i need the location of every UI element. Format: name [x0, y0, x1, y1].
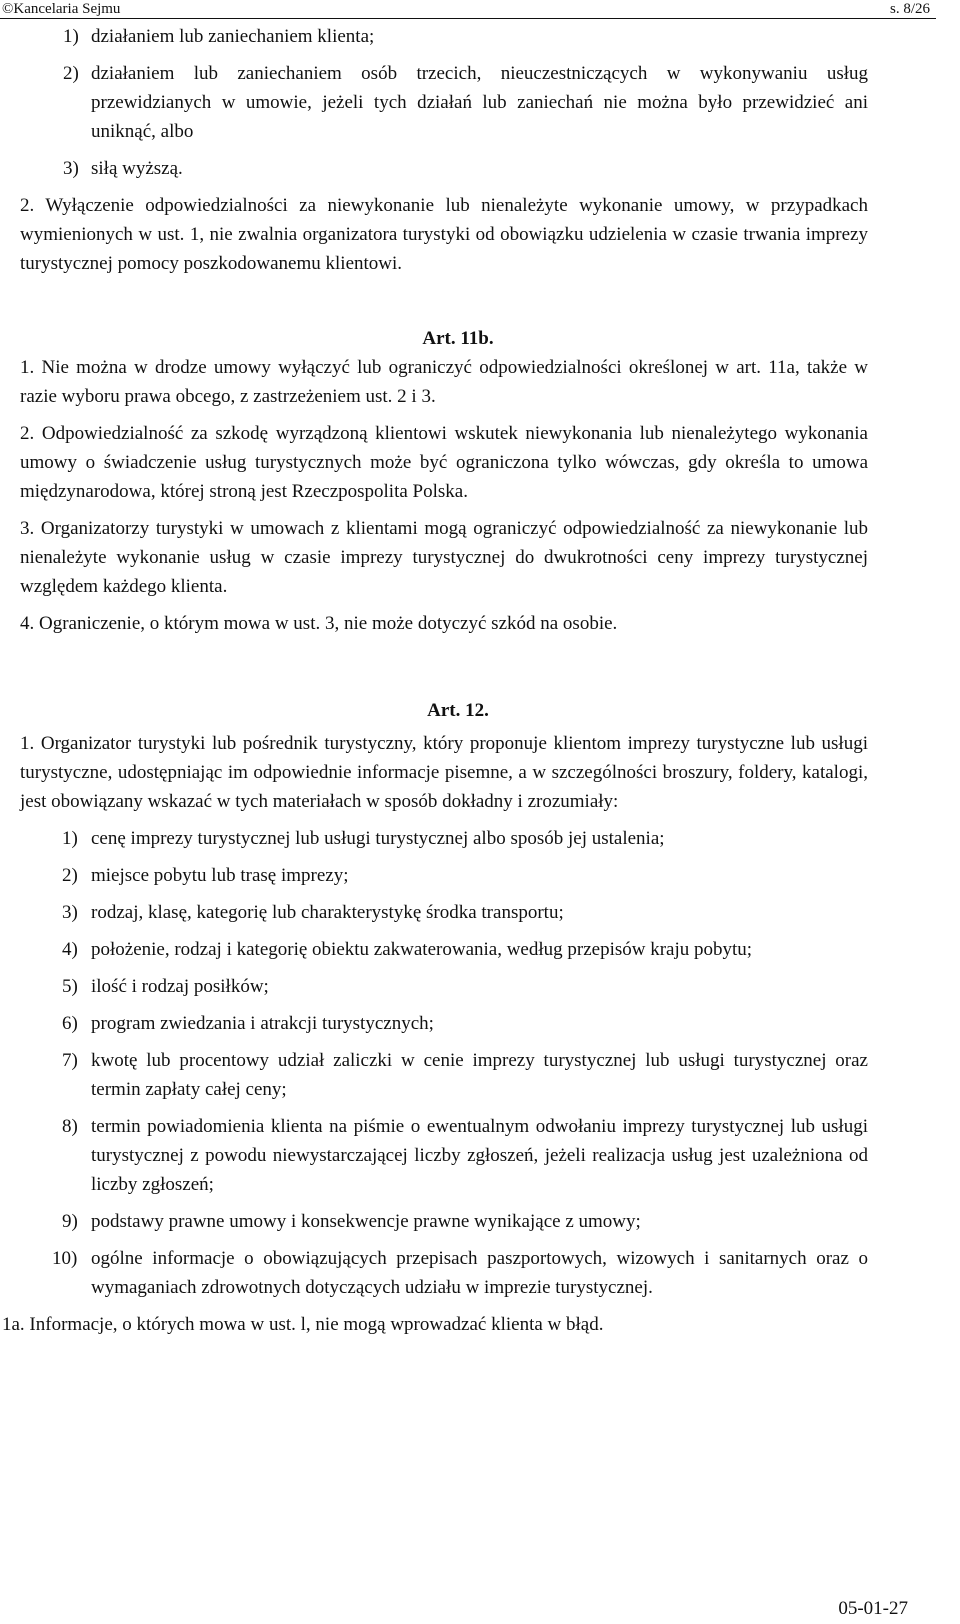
list-item-number: 9) [62, 1211, 78, 1232]
article-11b-para-1: 1. Nie można w drodze umowy wyłączyć lub ograniczyć odpowiedzialności określonej w art. 11a, także w razie wyboru prawa obcego, z zastrzeżeniem ust. 2 i 3. [20, 357, 868, 407]
list-item [63, 22, 868, 51]
list-item-text: siłą wyższą. [91, 158, 183, 179]
list-item [62, 972, 868, 1001]
article-12-intro: 1. Organizator turystyki lub pośrednik turystyczny, który proponuje klientom imprezy turystyczne lub usługi turystyczne, udostępniając im odpowiednie informacje pisemne, a w szczególności broszury, foldery, katalogi, jest obowiązany wskazać w tych materiałach w sposób dokładny i zrozumiały: [20, 733, 868, 812]
list-item-number: 4) [62, 939, 78, 960]
article-11b-para-2: 2. Odpowiedzialność za szkodę wyrządzoną klientowi wskutek niewykonania lub nienależytego wykonania umowy o świadczenie usług turystycznych może być ograniczona tylko wówczas, gdy określa to umowa międzynarodowa, której stroną jest Rzeczpospolita Polska. [20, 423, 868, 502]
top-list [48, 22, 868, 183]
list-item [62, 824, 868, 853]
article-11b-para-4: 4. Ograniczenie, o którym mowa w ust. 3, nie może dotyczyć szkód na osobie. [20, 613, 618, 634]
list-item-number: 3) [63, 158, 79, 179]
header-rule [0, 18, 936, 19]
list-item-text: działaniem lub zaniechaniem osób trzecich, nieuczestniczących w wykonywaniu usług przewidzianych w umowie, jeżeli tych działań lub zaniechań nie można było przewidzieć ani uniknąć, albo [91, 63, 868, 142]
list-item-text: podstawy prawne umowy i konsekwencje prawne wynikające z umowy; [91, 1211, 641, 1232]
list-item-text: działaniem lub zaniechaniem klienta; [91, 26, 375, 47]
list-item-text: ogólne informacje o obowiązujących przepisach paszportowych, wizowych i sanitarnych oraz o wymaganiach zdrowotnych dotyczących udziału w imprezie turystycznej. [91, 1248, 868, 1298]
list-item [62, 935, 868, 964]
footer-date: 05-01-27 [838, 1598, 908, 1619]
list-item-text: kwotę lub procentowy udział zaliczki w cenie imprezy turystycznej lub usługi turystycznej oraz termin zapłaty całej ceny; [91, 1050, 868, 1100]
list-item-number: 10) [52, 1248, 78, 1269]
list-item [62, 861, 868, 890]
article-11b-para-3: 3. Organizatorzy turystyki w umowach z klientami mogą ograniczyć odpowiedzialność za niewykonanie lub nienależyte wykonanie usług w czasie imprezy turystycznej do dwukrotności ceny imprezy turystycznej względem każdego klienta. [20, 518, 868, 597]
paragraph-2: 2. Wyłączenie odpowiedzialności za niewykonanie lub nienależyte wykonanie umowy, w przypadkach wymienionych w ust. 1, nie zwalnia organizatora turystyki od obowiązku udzielenia w czasie trwania imprezy turystycznej pomocy poszkodowanemu klientowi. [20, 195, 868, 274]
list-item [62, 898, 868, 927]
document-body [2, 20, 868, 1339]
list-item-number: 7) [62, 1050, 78, 1071]
list-item-number: 2) [62, 865, 78, 886]
list-item-text: rodzaj, klasę, kategorię lub charakterystykę środka transportu; [91, 902, 564, 923]
list-item [52, 1244, 868, 1302]
article-12-title: Art. 12. [427, 700, 489, 721]
list-item-number: 1) [63, 26, 79, 47]
list-item-number: 3) [62, 902, 78, 923]
list-item [62, 1046, 868, 1104]
article-12-para-1a: 1a. Informacje, o których mowa w ust. l, nie mogą wprowadzać klienta w błąd. [2, 1314, 604, 1335]
list-item-number: 2) [63, 63, 79, 84]
list-item-text: cenę imprezy turystycznej lub usługi turystycznej albo sposób jej ustalenia; [91, 828, 665, 849]
list-item [62, 1112, 868, 1199]
header-page-number: s. 8/26 [889, 1, 930, 17]
list-item [63, 59, 868, 146]
list-item [63, 154, 868, 183]
list-item-text: termin powiadomienia klienta na piśmie o ewentualnym odwołaniu imprezy turystycznej lub usługi turystycznej z powodu niewystarczającej liczby zgłoszeń, jeżeli realizacja usług jest uzależniona od liczby zgłoszeń; [91, 1116, 868, 1195]
article-12-list [48, 824, 868, 1302]
header-copyright: ©Kancelaria Sejmu [2, 1, 121, 17]
list-item [62, 1207, 868, 1236]
list-item [62, 1009, 868, 1038]
list-item-text: ilość i rodzaj posiłków; [91, 976, 269, 997]
list-item-number: 6) [62, 1013, 78, 1034]
list-item-text: program zwiedzania i atrakcji turystycznych; [91, 1013, 434, 1034]
list-item-text: położenie, rodzaj i kategorię obiektu zakwaterowania, według przepisów kraju pobytu; [91, 939, 753, 960]
list-item-number: 1) [62, 828, 78, 849]
article-11b-title: Art. 11b. [422, 328, 494, 349]
list-item-number: 8) [62, 1116, 78, 1137]
list-item-text: miejsce pobytu lub trasę imprezy; [91, 865, 349, 886]
list-item-number: 5) [62, 976, 78, 997]
